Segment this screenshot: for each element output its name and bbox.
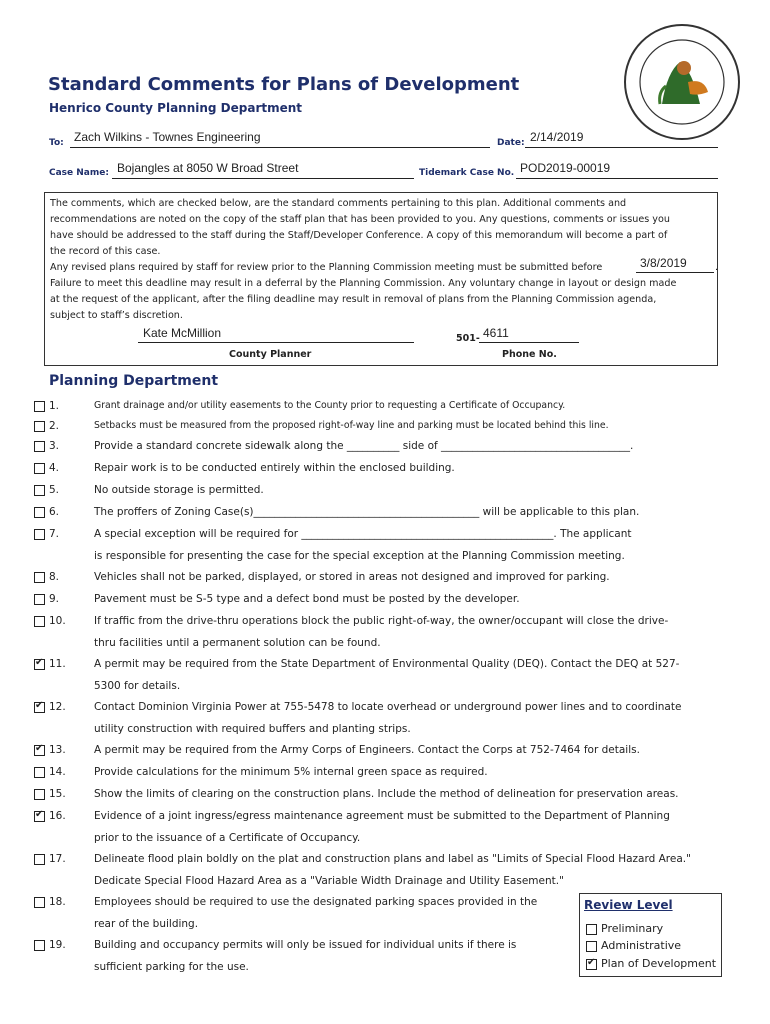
review-level-checkbox[interactable] [586,959,597,970]
item-checkbox[interactable] [34,789,45,800]
item-number: 6. [49,506,60,518]
phone-line [479,342,579,343]
deadline-line [636,272,714,273]
item-text: A permit may be required from the State Department of Environmental Quality (DEQ). Contact the DEQ at 527- [94,658,680,670]
item-number: 10. [49,615,66,627]
item-number: 18. [49,896,66,908]
item-text: Show the limits of clearing on the construction plans. Include the method of delineation for preservation areas. [94,788,679,800]
item-text: Grant drainage and/or utility easements to the County prior to requesting a Certificate of Occupancy. [94,400,566,411]
item-number: 13. [49,744,66,756]
item-text: If traffic from the drive-thru operations block the public right-of-way, the owner/occupant will close the drive- [94,615,669,627]
review-level-option: Plan of Development [601,957,717,970]
item-number: 8. [49,571,60,583]
case-name-line [112,178,414,179]
notice-line: have should be addressed to the staff during the Staff/Developer Conference. A copy of this memorandum will become a part of [50,230,668,241]
item-number: 7. [49,528,60,540]
planner-line [138,342,414,343]
item-text: Pavement must be S-5 type and a defect bond must be posted by the developer. [94,593,520,605]
item-number: 3. [49,440,60,452]
notice-line: recommendations are noted on the copy of the staff plan that has been provided to you. Any questions, comments or issues you [50,214,670,225]
item-number: 16. [49,810,66,822]
item-text: The proffers of Zoning Case(s)___________________________________________ will be applicable to this plan. [94,506,640,518]
tidemark-line [516,178,718,179]
item-checkbox[interactable] [34,401,45,412]
item-checkbox[interactable] [34,616,45,627]
review-level-option: Administrative [601,939,682,952]
item-text: prior to the issuance of a Certificate of Occupancy. [94,832,361,844]
item-checkbox[interactable] [34,940,45,951]
item-checkbox[interactable] [34,897,45,908]
item-text: Repair work is to be conducted entirely within the enclosed building. [94,462,455,474]
item-checkbox[interactable] [34,441,45,452]
deadline-field[interactable]: 3/8/2019 [640,256,687,270]
document-title: Standard Comments for Plans of Development [48,74,520,95]
tidemark-label: Tidemark Case No. [419,168,515,178]
item-number: 1. [49,400,60,412]
item-text: Dedicate Special Flood Hazard Area as a "Variable Width Drainage and Utility Easement." [94,875,564,887]
case-name-field[interactable]: Bojangles at 8050 W Broad Street [117,161,299,175]
date-line [525,147,718,148]
item-text: No outside storage is permitted. [94,484,264,496]
county-seal-logo [622,22,742,142]
item-number: 19. [49,939,66,951]
item-checkbox[interactable] [34,745,45,756]
item-checkbox[interactable] [34,767,45,778]
notice-line: the record of this case. [50,246,161,257]
item-number: 14. [49,766,66,778]
item-number: 12. [49,701,66,713]
item-text: Setbacks must be measured from the proposed right-of-way line and parking must be located behind this line. [94,420,609,431]
date-label: Date: [497,138,525,148]
item-text: Delineate flood plain boldly on the plat and construction plans and label as "Limits of Special Flood Hazard Area." [94,853,691,865]
item-checkbox[interactable] [34,572,45,583]
item-checkbox[interactable] [34,529,45,540]
item-checkbox[interactable] [34,507,45,518]
notice-line: Any revised plans required by staff for review prior to the Planning Commission meeting must be submitted before [50,262,603,273]
tidemark-field[interactable]: POD2019-00019 [520,161,611,175]
notice-line: at the request of the applicant, after the filing deadline may result in removal of plans from the Planning Commission agenda, [50,294,657,305]
item-number: 9. [49,593,60,605]
item-text: Provide calculations for the minimum 5% internal green space as required. [94,766,488,778]
to-field[interactable]: Zach Wilkins - Townes Engineering [74,130,261,144]
item-text: rear of the building. [94,918,199,930]
review-level-checkbox[interactable] [586,941,597,952]
section-title: Planning Department [49,373,219,389]
item-text: utility construction with required buffers and planting strips. [94,723,411,735]
item-checkbox[interactable] [34,463,45,474]
item-checkbox[interactable] [34,421,45,432]
date-field[interactable]: 2/14/2019 [530,130,584,144]
deadline-period: . [715,262,719,273]
notice-line: subject to staff’s discretion. [50,310,183,321]
item-text: 5300 for details. [94,680,181,692]
item-text: sufficient parking for the use. [94,961,249,973]
item-text: Employees should be required to use the designated parking spaces provided in the [94,896,538,908]
item-text: Contact Dominion Virginia Power at 755-5478 to locate overhead or underground power lines and to coordinate [94,701,682,713]
planner-label: County Planner [229,349,312,360]
item-text: Building and occupancy permits will only be issued for individual units if there is [94,939,517,951]
item-checkbox[interactable] [34,854,45,865]
to-label: To: [49,138,64,148]
item-number: 4. [49,462,60,474]
to-line [70,147,490,148]
planner-field[interactable]: Kate McMillion [143,326,222,340]
item-text: Vehicles shall not be parked, displayed, or stored in areas not designed and improved for parking. [94,571,610,583]
item-checkbox[interactable] [34,659,45,670]
review-level-checkbox[interactable] [586,924,597,935]
item-number: 11. [49,658,66,670]
item-checkbox[interactable] [34,702,45,713]
item-text: A special exception will be required for ________________________________________________. The applicant [94,528,632,540]
case-name-label: Case Name: [49,168,109,178]
item-number: 5. [49,484,60,496]
item-text: A permit may be required from the Army Corps of Engineers. Contact the Corps at 752-7464 for details. [94,744,640,756]
item-number: 15. [49,788,66,800]
item-text: Provide a standard concrete sidewalk along the __________ side of ____________________________________. [94,440,634,452]
item-checkbox[interactable] [34,811,45,822]
item-number: 2. [49,420,60,432]
review-level-title: Review Level [584,898,673,912]
review-level-option: Preliminary [601,922,664,935]
item-text: is responsible for presenting the case for the special exception at the Planning Commission meeting. [94,550,625,562]
phone-prefix: 501- [456,333,480,344]
phone-label: Phone No. [502,349,557,360]
notice-line: Failure to meet this deadline may result in a deferral by the Planning Commission. Any voluntary change in layout or design made [50,278,677,289]
item-number: 17. [49,853,66,865]
department-subtitle: Henrico County Planning Department [49,101,303,115]
item-text: Evidence of a joint ingress/egress maintenance agreement must be submitted to the Department of Planning [94,810,670,822]
item-text: thru facilities until a permanent solution can be found. [94,637,381,649]
item-checkbox[interactable] [34,594,45,605]
notice-line: The comments, which are checked below, are the standard comments pertaining to this plan. Additional comments and [50,198,627,209]
item-checkbox[interactable] [34,485,45,496]
phone-field[interactable]: 4611 [483,326,509,340]
